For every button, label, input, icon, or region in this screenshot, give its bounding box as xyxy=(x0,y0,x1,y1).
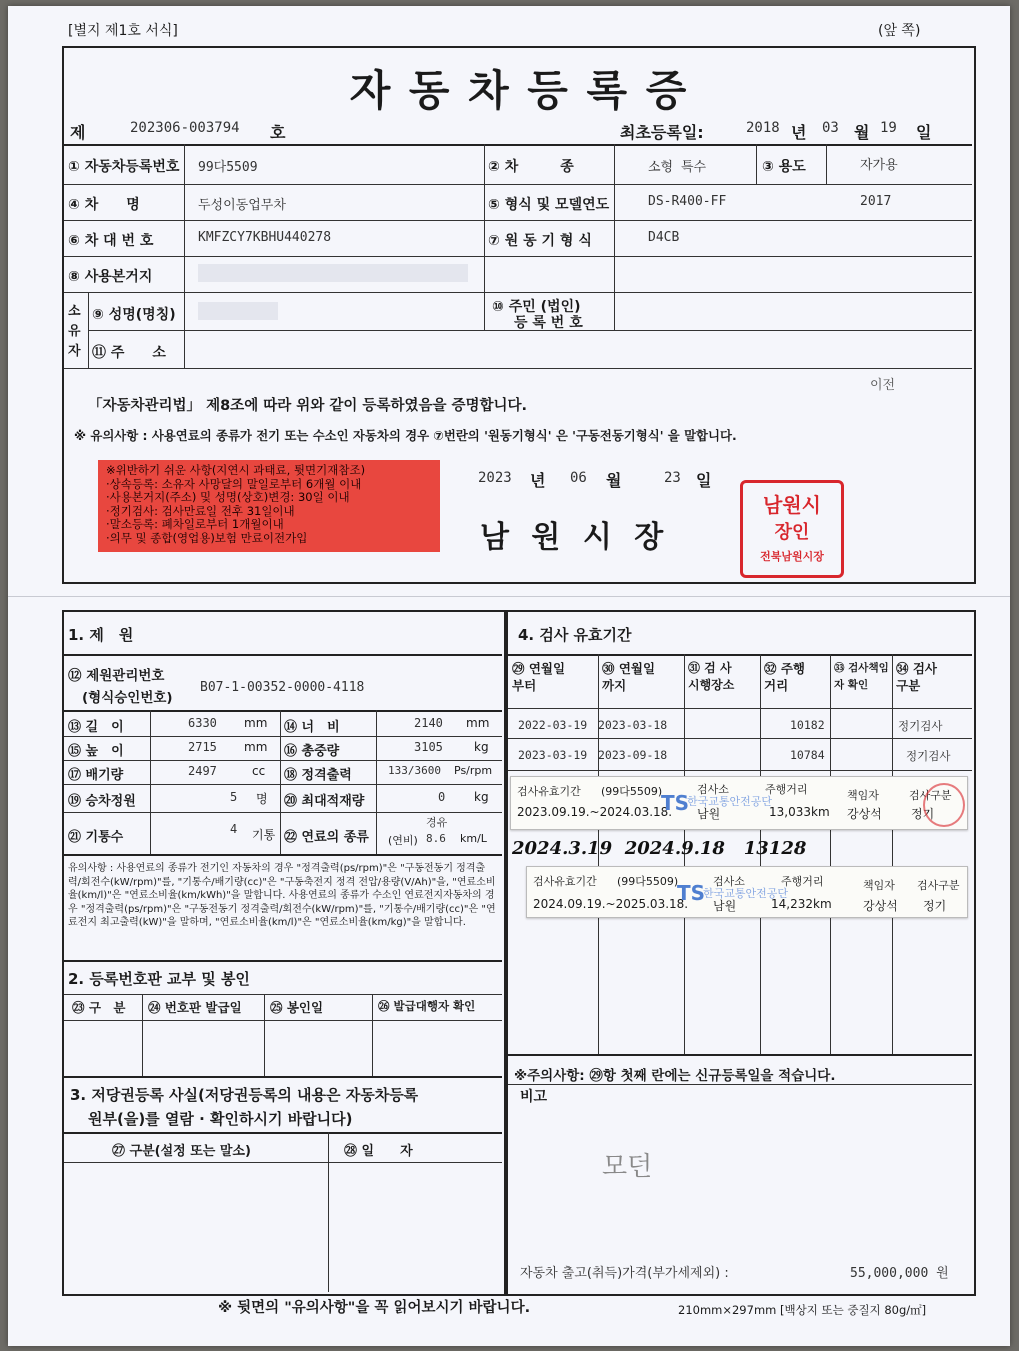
length-label: ⑬ 길 이 xyxy=(68,720,124,735)
price-value: 55,000,000 원 xyxy=(850,1266,949,1281)
power-unit: Ps/rpm xyxy=(454,764,493,777)
redacted-block xyxy=(198,302,278,320)
power-label: ⑱ 정격출력 xyxy=(284,768,352,783)
first-reg-day: 19 xyxy=(880,120,897,136)
issue-il: 일 xyxy=(696,471,712,490)
inspection-frame xyxy=(506,610,976,1296)
cylinders-value: 4 xyxy=(230,822,238,836)
length-unit: mm xyxy=(244,716,268,730)
first-reg-label: 최초등록일: xyxy=(620,123,704,142)
car-kind-value: 소형 특수 xyxy=(648,160,707,175)
spec-approval-label: (형식승인번호) xyxy=(82,690,173,706)
insp-row-km: 10784 xyxy=(790,748,825,762)
fuel-type-value: 경유 xyxy=(426,816,448,829)
model-label: ⑤ 형식 및 모델연도 xyxy=(488,197,610,213)
insp-row-to: 2023-09-18 xyxy=(598,748,668,762)
owner-name-label: ⑨ 성명(명칭) xyxy=(92,307,176,323)
insp-col-place: ㉛ 검 사 시행장소 xyxy=(688,661,735,692)
footer-notice: ※ 뒷면의 "유의사항"을 꼭 읽어보시기 바랍니다. xyxy=(218,1300,531,1316)
inspection-sticker: 검사유효기간 (99다5509) 검사소 주행거리 책임자 검사구분 2024.09.19.~2025.03.18. TS 한국교통안전공단 남원 14,232km 강상석 정기 xyxy=(526,866,968,918)
cylinders-label: ㉑ 기통수 xyxy=(68,830,124,845)
first-reg-year: 2018 xyxy=(746,120,780,136)
plate-col-kind: ㉓ 구 분 xyxy=(72,1000,126,1015)
official-seal: 남원시 장인 전북남원시장 xyxy=(740,480,844,578)
reg-no-value: 202306-003794 xyxy=(130,120,240,136)
seats-value: 5 xyxy=(230,790,238,804)
il: 일 xyxy=(916,123,932,142)
max-load-unit: kg xyxy=(474,790,489,804)
width-value: 2140 xyxy=(414,716,443,730)
transfer-note: 이전 xyxy=(870,378,896,393)
violation-line: ·정기검사: 검사만료일 전후 31일이내 xyxy=(106,503,295,518)
insp-row-from: 2023-03-19 xyxy=(518,748,588,762)
reg-no-label: 제 xyxy=(70,123,86,142)
height-label: ⑮ 높 이 xyxy=(68,744,124,759)
form-number: [별지 제1호 서식] xyxy=(68,23,178,39)
displacement-unit: cc xyxy=(252,764,266,778)
issue-year: 2023 xyxy=(478,470,512,486)
gross-weight-label: ⑯ 총중량 xyxy=(284,744,340,759)
width-label: ⑭ 너 비 xyxy=(284,720,340,735)
issue-day: 23 xyxy=(664,470,681,486)
height-value: 2715 xyxy=(188,740,217,754)
spec-mgmt-label: ⑫ 제원관리번호 xyxy=(68,668,165,684)
cert-statement: 「자동차관리법」 제8조에 따라 위와 같이 등록하였음을 증명합니다. xyxy=(88,398,528,414)
spec-notice: 유의사항 : 사용연료의 종류가 전기인 자동차의 경우 "정격출력(ps/rpm)"은 "구동전동기 정격출력/회전수(kW/rpm)"를, "기통수/배기량(cc)"은 "구동축전지 정격 전압/용량(V/Ah)"을, "연료소비율(km/l)"은 "연료소비율(km/kWh)"을 말합니다. 사용연료의 종류가 수소인 연료전지자동차의 경우 "정격출력(ps/rpm)"은 "구동전동기 정격출력/회전수(kW/rpm)"를, "기통수/배기량(cc)"은 "연료전지 최고출력(kW)"을 말하며, "연료소비율(km/l)"은 "연료소비율(km/kg)"을 말합니다. xyxy=(68,863,496,928)
lien-col-date: ㉘ 일 자 xyxy=(344,1144,413,1159)
ts-logo-icon: TS xyxy=(661,791,690,815)
gross-weight-value: 3105 xyxy=(414,740,443,754)
inspection-stamp xyxy=(923,783,965,827)
violation-line: ·상속등록: 소유자 사망달의 말일로부터 6개월 이내 xyxy=(106,476,362,491)
violation-line: ※위반하기 쉬운 사항(지연시 과태료, 튓면기재참조) xyxy=(106,463,366,477)
displacement-value: 2497 xyxy=(188,764,217,778)
fuel-notice: ※ 유의사항 : 사용연료의 종류가 전기 또는 수소인 자동차의 경우 ⑦번란의 '원동기형식' 은 '구동전동기형식' 을 말합니다. xyxy=(74,428,737,443)
insp-col-to: ㉚ 연월일 까지 xyxy=(602,661,656,693)
insp-row-to: 2023-03-18 xyxy=(598,718,668,732)
reg-no-suffix: 호 xyxy=(270,123,286,142)
use-label: ③ 용도 xyxy=(762,159,806,175)
insp-col-type: ㉞ 검사 구분 xyxy=(896,661,938,693)
registration-certificate xyxy=(8,6,1010,1346)
lien-title: 3. 저당권등록 사실(저당권등록의 내용은 자동차등록 xyxy=(70,1086,419,1104)
insp-row-from: 2022-03-19 xyxy=(518,718,588,732)
issuer-name: 남 원 시 장 xyxy=(480,520,670,555)
paper-spec: 210mm×297mm [백상지 또는 중질지 80g/㎡] xyxy=(678,1303,927,1317)
max-load-label: ⑳ 최대적재량 xyxy=(284,794,365,809)
gross-weight-unit: kg xyxy=(474,740,489,754)
model-year-value: 2017 xyxy=(860,194,892,209)
plate-col-issue-date: ㉔ 번호판 발급일 xyxy=(148,1000,242,1015)
spec-frame xyxy=(62,610,506,1296)
redacted-block xyxy=(198,264,468,282)
issue-nyeon: 년 xyxy=(530,471,546,490)
fold-line xyxy=(8,596,1010,597)
insp-col-inspector: ㉝ 검사책임 자 확인 xyxy=(834,662,889,691)
insp-col-from: ㉙ 연월일 부터 xyxy=(512,661,566,693)
insp-row-km: 10182 xyxy=(790,718,825,732)
width-unit: mm xyxy=(466,716,490,730)
car-kind-label: ② 차 종 xyxy=(488,159,574,175)
reg-number-label: ① 자동차등록번호 xyxy=(68,159,180,175)
price-label: 자동차 출고(취득)가격(부가세제외) : xyxy=(520,1266,729,1281)
displacement-label: ⑰ 배기량 xyxy=(68,768,124,783)
violation-notice-box xyxy=(98,460,440,552)
inspection-sticker: 검사유효기간 (99다5509) 검사소 주행거리 책임자 검사구분 2023.09.19.~2024.03.18. TS 한국교통안전공단 남원 13,033km 강상석 정기 xyxy=(510,776,968,830)
violation-line: ·말소등록: 폐차일로부터 1개월이내 xyxy=(106,517,284,532)
lien-col-kind: ㉗ 구분(설정 또는 말소) xyxy=(112,1144,251,1159)
efficiency-value: 8.6 xyxy=(426,832,446,845)
max-load-value: 0 xyxy=(438,790,446,804)
page-side: (앞 쪽) xyxy=(878,23,921,39)
reg-number-value: 99다5509 xyxy=(198,160,258,175)
power-value: 133/3600 xyxy=(388,764,441,777)
car-name-value: 두성이동업무차 xyxy=(198,198,286,213)
fuel-type-label: ㉒ 연료의 종류 xyxy=(284,830,369,845)
car-name-label: ④ 차 명 xyxy=(68,197,140,213)
cylinders-unit: 기통 xyxy=(252,828,276,842)
seats-unit: 명 xyxy=(256,792,268,806)
insp-row-type: 정기검사 xyxy=(906,749,951,763)
length-value: 6330 xyxy=(188,716,217,730)
engine-label: ⑦ 원 동 기 형 식 xyxy=(488,233,592,249)
pencil-note: 모던 xyxy=(602,1152,653,1182)
owner-id-label: ⑩ 주민 (법인) xyxy=(492,299,581,315)
handwritten-entry: 2024.3.19 2024.9.18 13128 xyxy=(512,838,807,859)
ts-logo-icon: TS xyxy=(677,881,706,905)
issue-month: 06 xyxy=(570,470,587,486)
spec-mgmt-value: B07-1-00352-0000-4118 xyxy=(200,680,365,695)
spec-title: 1. 제 원 xyxy=(68,626,134,644)
remarks-label: 비고 xyxy=(520,1089,548,1105)
first-reg-month: 03 xyxy=(822,120,839,136)
base-location-label: ⑧ 사용본거지 xyxy=(68,269,153,285)
plate-col-agent: ㉖ 발급대행자 확인 xyxy=(378,999,476,1013)
efficiency-label: (연비) xyxy=(388,834,418,847)
efficiency-unit: km/L xyxy=(460,832,487,845)
insp-col-mileage: ㉜ 주행 거리 xyxy=(764,661,806,693)
address-label: ⑪ 주 소 xyxy=(92,345,166,361)
insp-row-type: 정기검사 xyxy=(898,719,943,733)
plate-title: 2. 등록번호판 교부 및 봉인 xyxy=(68,970,250,988)
violation-line: ·사용본거지(주소) 및 성명(상호)변경: 30일 이내 xyxy=(106,490,350,505)
owner-side-label: 소유자 xyxy=(68,304,81,359)
wol: 월 xyxy=(854,123,870,142)
vin-value: KMFZCY7KBHU440278 xyxy=(198,230,332,245)
seats-label: ⑲ 승차정원 xyxy=(68,794,136,809)
height-unit: mm xyxy=(244,740,268,754)
owner-id-label-2: 등 록 번 호 xyxy=(514,315,583,331)
lien-subtitle: 원부(을)를 열람 · 확인하시기 바랍니다) xyxy=(88,1110,353,1128)
vin-label: ⑥ 차 대 번 호 xyxy=(68,233,154,249)
nyeon: 년 xyxy=(791,123,807,142)
plate-col-seal-date: ㉕ 봉인일 xyxy=(270,1000,324,1015)
engine-value: D4CB xyxy=(648,230,680,245)
violation-line: ·의무 및 종합(영업용)보험 만료이전가입 xyxy=(106,530,308,545)
inspection-title: 4. 검사 유효기간 xyxy=(518,626,632,644)
page-title: 자 동 차 등 록 증 xyxy=(349,66,689,115)
use-value: 자가용 xyxy=(860,158,898,173)
inspection-notice: ※주의사항: ㉙항 첫째 란에는 신규등록일을 적습니다. xyxy=(514,1068,836,1084)
model-value: DS-R400-FF xyxy=(648,194,727,209)
issue-wol: 월 xyxy=(606,471,622,490)
